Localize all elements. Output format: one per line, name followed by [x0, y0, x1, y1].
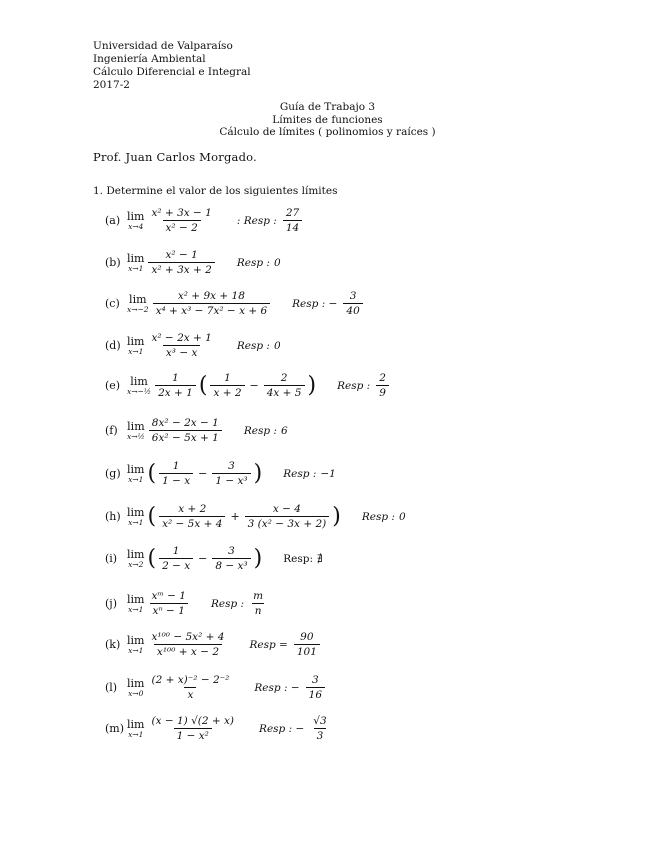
exercise-label: (f) — [105, 424, 118, 437]
exercise-a — [105, 207, 304, 234]
exercise-label: (k) — [105, 638, 121, 651]
fraction: $\frac{(x - 1) √(2 + x)}{\text{1 − x²}}$ — [151, 715, 235, 742]
right-paren: ) — [332, 503, 341, 529]
limit-operator: lim x→2 — [127, 547, 145, 569]
exercise-label: (a) — [105, 214, 121, 227]
limit-operator: lim x→−½ — [127, 374, 152, 396]
fraction: $\frac{x + 2}{\text{x² − 5x + 4}}$ — [159, 503, 225, 530]
exercise-label: (e) — [105, 379, 121, 392]
answer: Resp: ∄ — [283, 552, 323, 565]
limit-operator: lim x→4 — [127, 209, 145, 231]
title-line-1: Guía de Trabajo 3 — [279, 101, 376, 113]
right-paren: ) — [253, 545, 263, 571]
exercise-i — [105, 545, 323, 572]
exercise-k — [105, 631, 322, 658]
exercise-l — [105, 674, 327, 701]
exercise-g — [105, 460, 336, 487]
answer: Resp : − $\frac{3}{40}$ — [292, 290, 365, 317]
fraction: $\frac{\text{x¹⁰⁰ − 5x² + 4}}{\text{x¹⁰⁰ + x − 2}}$ — [151, 631, 225, 658]
exercise-b — [105, 249, 281, 276]
exercise-label: (i) — [105, 552, 118, 565]
exercise-label: (d) — [105, 339, 121, 352]
limit-operator: lim x→1 — [127, 717, 145, 739]
left-paren: ( — [147, 460, 157, 486]
exercise-d — [105, 332, 281, 359]
exercise-j — [105, 590, 268, 617]
answer: Resp : − $\frac{√3}{3}$ — [259, 715, 327, 742]
answer: Resp : 6 — [243, 424, 288, 437]
title-line-3: Cálculo de límites ( polinomios y raíces ) — [219, 126, 436, 138]
right-paren: ) — [307, 372, 317, 398]
fraction: $\frac{\text{x² − 1}}{\text{x² + 3x + 2}}$ — [148, 249, 214, 276]
answer: Resp : − $\frac{3}{16}$ — [254, 674, 327, 701]
fraction: $\frac{1}{2x + 1}$ — [155, 372, 196, 399]
left-paren: ( — [147, 503, 157, 529]
fraction: $\frac{\text{8x² − 2x − 1}}{\text{6x² − 5x + 1}}$ — [149, 417, 222, 444]
answer: Resp : $\frac{m}{n}$ — [210, 590, 264, 617]
right-paren: ) — [253, 460, 263, 486]
title-block — [0, 101, 655, 139]
left-paren: ( — [147, 545, 157, 571]
limit-operator: lim x→1 — [127, 505, 145, 527]
operator: + — [230, 510, 240, 523]
fraction: $\frac{\text{(2 + x)⁻² − 2⁻²}}{x}$ — [151, 674, 230, 701]
document-header — [93, 40, 251, 92]
fraction: $\frac{1}{2 - x}$ — [159, 545, 193, 572]
operator: − — [249, 379, 259, 392]
answer: : Resp : $\frac{27}{14}$ — [237, 207, 304, 234]
limit-operator: lim x→0 — [127, 676, 145, 698]
fraction: $\frac{x - 4}{\text{3 (x² − 3x + 2)}}$ — [245, 503, 330, 530]
left-paren: ( — [198, 372, 208, 398]
exercise-label: (m) — [105, 722, 125, 735]
answer: Resp : 0 — [361, 510, 406, 523]
operator: − — [198, 552, 208, 565]
answer: Resp : $\frac{2}{9}$ — [337, 372, 391, 399]
exercise-f — [105, 417, 288, 444]
exercise-label: (g) — [105, 467, 121, 480]
exercise-e — [105, 372, 391, 399]
exercise-label: (b) — [105, 256, 121, 269]
limit-operator: lim x→1 — [127, 462, 145, 484]
fraction: $\frac{2}{4x + 5}$ — [264, 372, 305, 399]
course-name: Cálculo Diferencial e Integral — [93, 66, 251, 78]
answer: Resp = $\frac{90}{101}$ — [249, 631, 321, 658]
exercise-label: (j) — [105, 597, 117, 610]
exercise-label: (h) — [105, 510, 121, 523]
answer: Resp : 0 — [236, 256, 281, 269]
operator: − — [198, 467, 208, 480]
fraction: $\frac{\text{xᵐ − 1}}{\text{xⁿ − 1}}$ — [151, 590, 186, 617]
limit-operator: lim x→1 — [127, 251, 145, 273]
fraction: $\frac{\text{x² − 2x + 1}}{\text{x³ − x}}$ — [151, 332, 212, 359]
fraction: $\frac{1}{x + 2}$ — [210, 372, 244, 399]
exercise-label: (l) — [105, 681, 118, 694]
limit-operator: lim x→½ — [127, 419, 145, 441]
question-intro: 1. Determine el valor de los siguientes límites — [93, 185, 338, 197]
fraction: $\frac{\text{x² + 3x − 1}}{\text{x² − 2}}$ — [151, 207, 212, 234]
fraction: $\frac{3}{\text{8 − x³}}$ — [212, 545, 250, 572]
exercise-c — [105, 290, 365, 317]
exercise-label: (c) — [105, 297, 120, 310]
university-name: Universidad de Valparaíso — [93, 40, 233, 52]
limit-operator: lim x→1 — [127, 592, 145, 614]
exercise-m — [105, 715, 332, 742]
limit-operator: lim x→1 — [127, 633, 145, 655]
exercise-h — [105, 503, 406, 530]
fraction: $\frac{3}{\text{1 − x³}}$ — [212, 460, 250, 487]
title-line-2: Límites de funciones — [272, 113, 383, 126]
limit-operator: lim x→−2 — [127, 292, 149, 314]
program-name: Ingeniería Ambiental — [93, 53, 206, 65]
fraction: $\frac{\text{x² + 9x + 18}}{\text{x⁴ + x³ − 7x² − x + 6}}$ — [153, 290, 271, 317]
professor-name: Prof. Juan Carlos Morgado. — [93, 150, 257, 164]
answer: Resp : −1 — [283, 467, 336, 480]
answer: Resp : 0 — [236, 339, 281, 352]
fraction: $\frac{1}{1 - x}$ — [159, 460, 193, 487]
term: 2017-2 — [93, 79, 130, 91]
limit-operator: lim x→1 — [127, 334, 145, 356]
